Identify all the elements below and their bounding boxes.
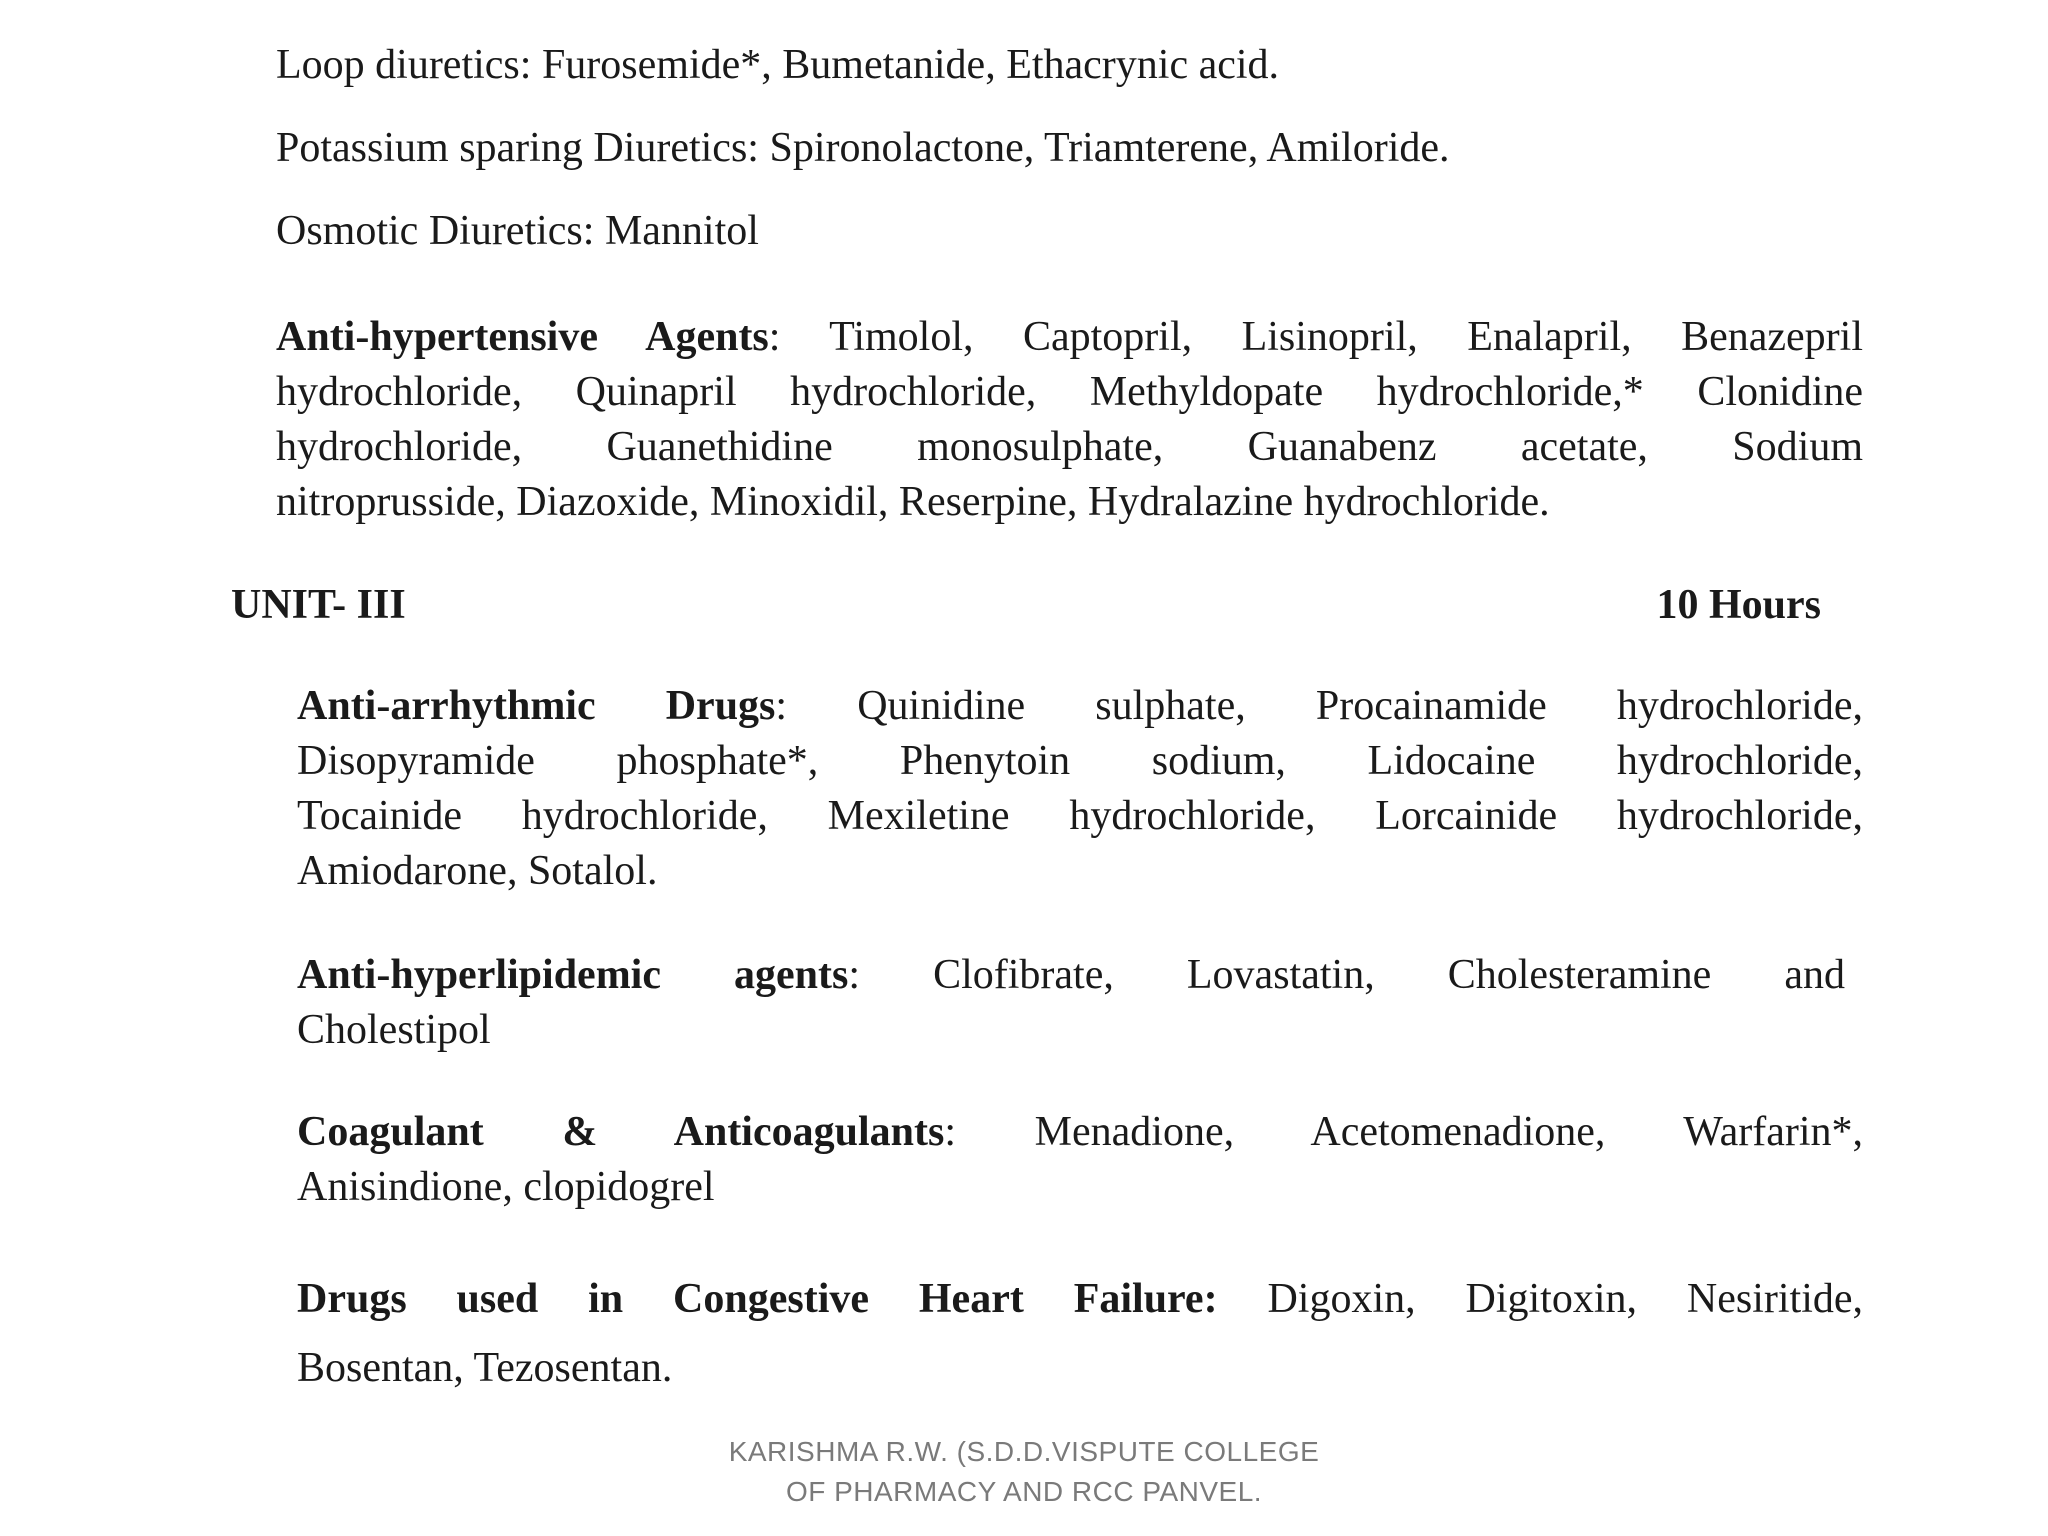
antiarrhythmic-heading: Anti-arrhythmic Drugs: [297, 683, 776, 729]
footer-line-2: OF PHARMACY AND RCC PANVEL.: [785, 1476, 1263, 1507]
antihyperlipidemic-line-2: Cholestipol: [297, 1007, 491, 1053]
antihypertensive-line-4: nitroprusside, Diazoxide, Minoxidil, Reserpine, Hydralazine hydrochloride.: [276, 479, 1550, 525]
potassium-sparing-diuretics-line: Potassium sparing Diuretics: Spironolactone, Triamterene, Amiloride.: [276, 125, 1450, 171]
antihypertensive-agents-paragraph: [276, 310, 1863, 530]
antihyperlipidemic-line-1: [297, 948, 1845, 1003]
antihypertensive-line-1-text: : Timolol, Captopril, Lisinopril, Enalapril, Benazepril: [768, 314, 1863, 360]
congestive-heart-failure-paragraph: [297, 1265, 1863, 1403]
osmotic-diuretics-line: Osmotic Diuretics: Mannitol: [276, 208, 759, 254]
loop-diuretics-line: Loop diuretics: Furosemide*, Bumetanide, Ethacrynic acid.: [276, 42, 1280, 88]
footer-credit: [0, 1432, 2048, 1512]
coagulant-line-1: [297, 1105, 1863, 1160]
antiarrhythmic-line-2: Disopyramide phosphate*, Phenytoin sodium, Lidocaine hydrochloride,: [297, 738, 1863, 784]
antihyperlipidemic-line-1-text: : Clofibrate, Lovastatin, Cholesteramine and: [848, 952, 1846, 998]
footer-line-1: KARISHMA R.W. (S.D.D.VISPUTE COLLEGE: [728, 1436, 1320, 1467]
chf-line-2: Bosentan, Tezosentan.: [297, 1345, 673, 1391]
antiarrhythmic-drugs-paragraph: [297, 679, 1863, 899]
chf-line-1: [297, 1265, 1863, 1334]
chf-line-1-text: Digoxin, Digitoxin, Nesiritide,: [1217, 1276, 1864, 1322]
unit-hours: 10 Hours: [1656, 582, 1821, 628]
antiarrhythmic-line-1-text: : Quinidine sulphate, Procainamide hydrochloride,: [775, 683, 1863, 729]
antihyperlipidemic-agents-paragraph: [297, 948, 1845, 1058]
antiarrhythmic-line-1: [297, 679, 1863, 734]
antihypertensive-heading: Anti-hypertensive Agents: [276, 314, 769, 360]
antiarrhythmic-line-4: Amiodarone, Sotalol.: [297, 848, 658, 894]
coagulant-line-2: Anisindione, clopidogrel: [297, 1164, 715, 1210]
chf-heading: Drugs used in Congestive Heart Failure:: [297, 1276, 1218, 1322]
antiarrhythmic-line-3: Tocainide hydrochloride, Mexiletine hydrochloride, Lorcainide hydrochloride,: [297, 793, 1863, 839]
antihypertensive-line-3: hydrochloride, Guanethidine monosulphate, Guanabenz acetate, Sodium: [276, 424, 1863, 470]
unit-label: UNIT- III: [231, 582, 406, 628]
antihypertensive-line-2: hydrochloride, Quinapril hydrochloride, Methyldopate hydrochloride,* Clonidine: [276, 369, 1863, 415]
antihypertensive-line-1: [276, 310, 1863, 365]
coagulant-anticoagulants-paragraph: [297, 1105, 1863, 1215]
coagulant-line-1-text: : Menadione, Acetomenadione, Warfarin*,: [944, 1109, 1863, 1155]
coagulant-heading: Coagulant & Anticoagulants: [297, 1109, 945, 1155]
antihyperlipidemic-heading: Anti-hyperlipidemic agents: [297, 952, 849, 998]
